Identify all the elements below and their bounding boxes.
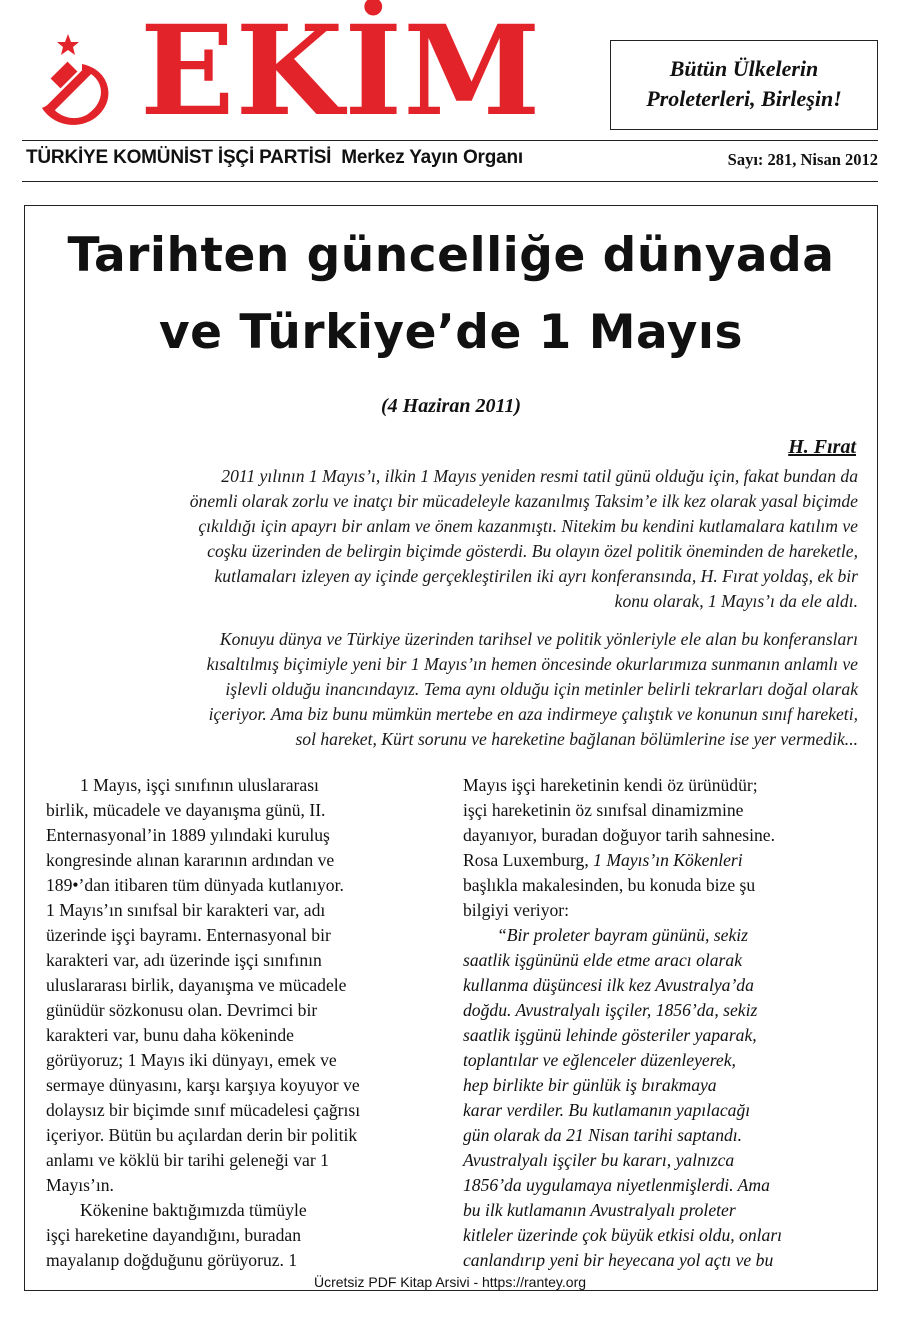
body-line: görüyoruz; 1 Mayıs iki dünyayı, emek ve xyxy=(46,1050,337,1070)
body-line: dolaysız bir biçimde sınıf mücadelesi çağrısı xyxy=(46,1100,361,1120)
quote-line: kitleler üzerinde çok büyük etkisi oldu, onları xyxy=(463,1225,783,1245)
slogan-line-2: Proleterleri, Birleşin! xyxy=(646,86,842,111)
body-line: uluslararası birlik, dayanışma ve mücadele xyxy=(46,975,347,995)
intro-line: işlevli olduğu inancındayız. Tema aynı olduğu için metinler belirli tekrarları doğal olarak xyxy=(225,679,858,699)
intro-paragraph-1 xyxy=(46,464,858,614)
body-line: işçi hareketinin öz sınıfsal dinamizmine xyxy=(463,800,744,820)
quote-line: 1856’da uygulamaya niyetlenmişlerdi. Ama xyxy=(463,1175,770,1195)
body-line: anlamı ve köklü bir tarihi geleneği var 1 xyxy=(46,1150,329,1170)
intro-line: çıkıldığı için apayrı bir anlam ve önem kazanmıştı. Nitekim bu kendini kutlamalara katılım ve xyxy=(198,516,858,536)
slogan-line-1: Bütün Ülkelerin xyxy=(669,56,819,81)
citation-lead: Rosa Luxemburg, xyxy=(463,850,594,870)
quote-line: karar verdiler. Bu kutlamanın yapılacağı xyxy=(463,1100,751,1120)
intro-line: kısaltılmış biçimiyle yeni bir 1 Mayıs’ın hemen öncesinde okurlarımıza sunmanın anlamlı ve xyxy=(206,654,858,674)
body-line: mayalanıp doğduğunu görüyoruz. 1 xyxy=(46,1250,298,1270)
quote-line: “Bir proleter bayram gününü, sekiz xyxy=(497,925,749,945)
body-line: kongresinde alınan kararının ardından ve xyxy=(46,850,335,870)
quote-line: bu ilk kutlamanın Avustralyalı proleter xyxy=(463,1200,736,1220)
intro-line: coşku üzerinden de belirgin biçimde gösterdi. Bu olayın özel politik öneminden de hareketle, xyxy=(207,541,858,561)
quote-line: Avustralyalı işçiler bu kararı, yalnızca xyxy=(463,1150,735,1170)
body-line xyxy=(463,848,873,873)
intro-line: konu olarak, 1 Mayıs’ı da ele aldı. xyxy=(614,591,858,611)
intro-line: sol hareket, Kürt sorunu ve hareketine bağlanan bölümlerine ise yer vermedik... xyxy=(295,729,858,749)
publication-organ: Merkez Yayın Organı xyxy=(341,147,523,168)
intro-line: Konuyu dünya ve Türkiye üzerinden tarihsel ve politik yönleriyle ele alan bu konferansları xyxy=(219,629,858,649)
slogan-box xyxy=(610,40,878,130)
intro-line: önemli olarak zorlu ve inatçı bir mücadeleyle kazanılmış Taksim’e ilk kez olarak yasal biçimde xyxy=(189,491,858,511)
masthead-top-rule xyxy=(22,140,878,141)
intro-line: 2011 yılının 1 Mayıs’ı, ilkin 1 Mayıs yeniden resmi tatil günü olduğu için, fakat bundan da xyxy=(221,466,858,486)
quote-line: toplantılar ve eğlenceler düzenleyerek, xyxy=(463,1050,736,1070)
masthead-bottom-rule xyxy=(22,181,878,182)
body-line: içeriyor. Bütün bu açılardan derin bir politik xyxy=(46,1125,358,1145)
party-line xyxy=(26,147,523,169)
article-date: (4 Haziran 2011) xyxy=(380,395,522,417)
body-line: 1 Mayıs’ın sınıfsal bir karakteri var, adı xyxy=(46,900,326,920)
citation-title: 1 Mayıs’ın Kökenleri xyxy=(593,850,743,870)
quote-line: doğdu. Avustralyalı işçiler, 1856’da, sekiz xyxy=(463,1000,758,1020)
quote-line: canlandırıp yeni bir heyecana yol açtı ve bu xyxy=(463,1250,774,1270)
issue-number: Sayı: 281, Nisan 2012 xyxy=(727,150,878,169)
intro-paragraph-2 xyxy=(46,627,858,752)
body-right-column xyxy=(463,773,873,1273)
body-line: Kökenine baktığımızda tümüyle xyxy=(80,1200,307,1220)
intro-line: kutlamaları izleyen ay içinde gerçekleştirilen iki ayrı konferansında, H. Fırat yoldaş, ek bir xyxy=(214,566,858,586)
body-line: sermaye dünyasını, karşı karşıya koyuyor ve xyxy=(46,1075,360,1095)
masthead-title: EKİM xyxy=(140,0,542,144)
body-line: Mayıs’ın. xyxy=(46,1175,114,1195)
body-left-column xyxy=(46,773,446,1273)
article-title-line-2: ve Türkiye’de 1 Mayıs xyxy=(158,305,744,360)
quote-line: saatlik işgününü elde etme aracı olarak xyxy=(463,950,743,970)
quote-line: kullanma düşüncesi ilk kez Avustralya’da xyxy=(463,975,754,995)
body-line: bilgiyi veriyor: xyxy=(463,900,570,920)
body-line: karakteri var, bunu daha kökeninde xyxy=(46,1025,294,1045)
body-line: 189•’dan itibaren tüm dünyada kutlanıyor. xyxy=(46,875,344,895)
party-name: TÜRKİYE KOMÜNİST İŞÇİ PARTİSİ xyxy=(26,147,332,168)
hammer-sickle-star-icon xyxy=(30,34,130,134)
article-title-line-1: Tarihten güncelliğe dünyada xyxy=(67,228,835,283)
body-line: Enternasyonal’in 1889 yılındaki kuruluş xyxy=(46,825,330,845)
footer-watermark: Ücretsiz PDF Kitap Arsivi - https://rantey.org xyxy=(313,1274,587,1290)
body-line: dayanıyor, buradan doğuyor tarih sahnesine. xyxy=(463,825,775,845)
intro-line: içeriyor. Ama biz bunu mümkün mertebe en aza indirmeye çalıştık ve konunun sınıf hareketi, xyxy=(208,704,858,724)
quote-line: gün olarak da 21 Nisan tarihi saptandı. xyxy=(463,1125,743,1145)
quote-line: saatlik işgünü lehinde gösteriler yaparak, xyxy=(463,1025,757,1045)
body-line: 1 Mayıs, işçi sınıfının uluslararası xyxy=(80,775,319,795)
body-line: Mayıs işçi hareketinin kendi öz ürünüdür; xyxy=(463,775,758,795)
body-line: birlik, mücadele ve dayanışma günü, II. xyxy=(46,800,326,820)
body-line: işçi hareketine dayandığını, buradan xyxy=(46,1225,302,1245)
body-line: başlıkla makalesinden, bu konuda bize şu xyxy=(463,875,756,895)
body-line: günüdür sözkonusu olan. Devrimci bir xyxy=(46,1000,318,1020)
body-line: karakteri var, adı üzerinde işçi sınıfının xyxy=(46,950,322,970)
quote-line: hep birlikte bir günlük iş bırakmaya xyxy=(463,1075,717,1095)
article-author: H. Fırat xyxy=(788,436,856,458)
body-line: üzerinde işçi bayramı. Enternasyonal bir xyxy=(46,925,331,945)
